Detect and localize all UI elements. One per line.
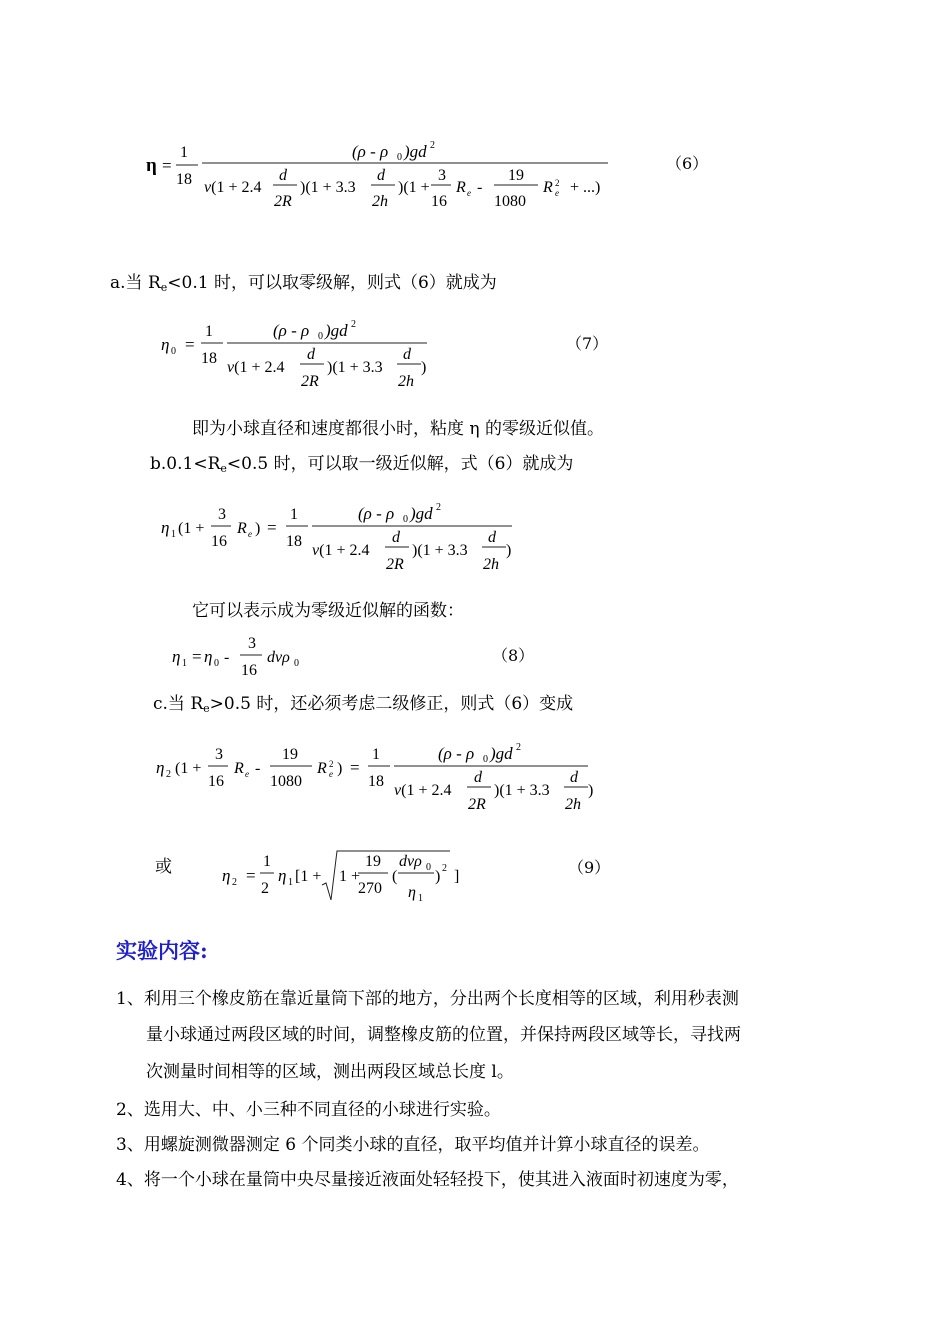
svg-text:]: ] [454, 868, 460, 885]
svg-text:19: 19 [508, 167, 524, 184]
svg-text:): ) [255, 520, 261, 537]
svg-text:dvρ: dvρ [399, 853, 422, 870]
svg-text:18: 18 [286, 533, 302, 550]
svg-text:0: 0 [483, 754, 488, 765]
list-item-1-line-2: 量小球通过两段区域的时间，调整橡皮筋的位置，并保持两段区域等长，寻找两 [146, 1025, 741, 1045]
svg-text:(ρ - ρ: (ρ - ρ [273, 321, 310, 340]
svg-text:dvρ: dvρ [267, 649, 290, 666]
svg-text:)gd: )gd [490, 744, 513, 763]
svg-text:-: - [477, 179, 483, 196]
svg-text:[1 +: [1 + [295, 868, 322, 885]
case-c-text [153, 693, 573, 720]
svg-text:(ρ - ρ: (ρ - ρ [438, 744, 475, 763]
svg-text:2R: 2R [274, 193, 292, 210]
equation-8-number: （8） [492, 646, 535, 665]
svg-text:=: = [192, 647, 202, 666]
svg-text:1: 1 [288, 877, 293, 888]
svg-text:0: 0 [318, 331, 323, 342]
svg-text:R: R [543, 179, 553, 196]
equation-9-number: （9） [568, 858, 611, 877]
svg-text:η: η [204, 647, 213, 666]
svg-text:=: = [185, 335, 195, 354]
svg-text:): ) [421, 359, 427, 376]
svg-text:2R: 2R [386, 556, 404, 573]
svg-text:d: d [488, 529, 496, 546]
svg-text:R: R [237, 520, 247, 537]
svg-text:): ) [506, 542, 512, 559]
equation-7 [155, 312, 455, 392]
svg-text:18: 18 [201, 350, 217, 367]
case-b-suffix: <0.5 时，可以取一级近似解，式（6）就成为 [226, 454, 574, 474]
equation-first-order-graphic [155, 495, 525, 575]
svg-text:(1 +: (1 + [178, 520, 205, 537]
svg-text:d: d [377, 167, 385, 184]
svg-text:d: d [403, 346, 411, 363]
svg-text:1: 1 [180, 144, 188, 161]
svg-text:)(1 + 3.3: )(1 + 3.3 [412, 542, 468, 559]
svg-text:v(1 + 2.4: v(1 + 2.4 [204, 179, 262, 196]
svg-text:R: R [234, 760, 244, 777]
svg-text:19: 19 [282, 746, 298, 763]
svg-text:=: = [350, 758, 360, 777]
svg-text:(ρ - ρ: (ρ - ρ [352, 142, 389, 161]
svg-text:η: η [156, 758, 165, 777]
svg-text:16: 16 [211, 533, 227, 550]
svg-text:e: e [245, 769, 249, 779]
svg-text:3: 3 [248, 635, 256, 652]
svg-text:(1 +: (1 + [175, 760, 202, 777]
case-b-prefix: b.0.1<R [150, 454, 221, 474]
svg-text:19: 19 [365, 853, 381, 870]
list-item-4: 4、将一个小球在量筒中央尽量接近液面处轻轻投下，使其进入液面时初速度为零， [116, 1170, 739, 1190]
svg-text:v(1 + 2.4: v(1 + 2.4 [227, 359, 285, 376]
first-order-note: 它可以表示成为零级近似解的函数： [192, 601, 464, 621]
svg-text:1080: 1080 [494, 193, 526, 210]
equation-8 [168, 632, 348, 682]
case-c-subscript: e [203, 702, 210, 715]
case-a-suffix: <0.1 时，可以取零级解，则式（6）就成为 [167, 273, 497, 293]
svg-text:R: R [317, 760, 327, 777]
svg-text:1: 1 [372, 746, 380, 763]
svg-text:η: η [222, 866, 231, 885]
equation-9-graphic [218, 845, 478, 905]
svg-text:): ) [588, 782, 594, 799]
svg-text:1080: 1080 [270, 773, 302, 790]
svg-text:2: 2 [329, 759, 334, 769]
case-b-text [150, 453, 573, 480]
case-a-text [110, 272, 497, 299]
equation-6-graphic [140, 130, 720, 220]
svg-text:η: η [172, 647, 181, 666]
svg-text:2: 2 [166, 769, 171, 780]
svg-text:R: R [456, 179, 466, 196]
svg-text:d: d [279, 167, 287, 184]
svg-text:d: d [392, 529, 400, 546]
svg-text:1: 1 [182, 658, 187, 669]
svg-text:3: 3 [438, 167, 446, 184]
equation-first-order [155, 495, 525, 575]
svg-text:)(1 + 3.3: )(1 + 3.3 [300, 179, 356, 196]
svg-text:2: 2 [436, 502, 441, 513]
svg-text:)(1 + 3.3: )(1 + 3.3 [327, 359, 383, 376]
svg-text:=: = [246, 866, 256, 885]
svg-text:1: 1 [263, 853, 271, 870]
svg-text:-: - [224, 649, 230, 666]
equation-7-graphic [155, 312, 455, 392]
or-label: 或 [155, 857, 172, 877]
svg-text:2: 2 [351, 319, 356, 330]
equation-8-graphic [168, 632, 348, 682]
svg-text:e: e [329, 769, 333, 779]
svg-text:η: η [161, 518, 170, 537]
svg-text:1: 1 [290, 506, 298, 523]
svg-text:2: 2 [442, 863, 447, 874]
list-item-2: 2、选用大、中、小三种不同直径的小球进行实验。 [116, 1100, 501, 1120]
svg-text:=: = [162, 156, 172, 175]
svg-text:η: η [161, 335, 170, 354]
svg-text:v(1 + 2.4: v(1 + 2.4 [394, 782, 452, 799]
svg-text:16: 16 [431, 193, 447, 210]
svg-text:-: - [255, 760, 261, 777]
svg-text:1: 1 [205, 323, 213, 340]
svg-text:3: 3 [218, 506, 226, 523]
svg-text:2R: 2R [301, 373, 319, 390]
case-c-suffix: >0.5 时，还必须考虑二级修正，则式（6）变成 [209, 694, 574, 714]
svg-text:0: 0 [426, 862, 431, 873]
svg-text:2: 2 [555, 178, 560, 188]
svg-text:e: e [467, 188, 471, 198]
equation-9 [218, 845, 478, 905]
svg-text:16: 16 [241, 662, 257, 679]
svg-text:2h: 2h [398, 373, 414, 390]
svg-text:)gd: )gd [410, 504, 433, 523]
svg-text:d: d [570, 769, 578, 786]
svg-text:2: 2 [516, 742, 521, 753]
case-c-prefix: c.当 R [153, 694, 204, 714]
svg-text:0: 0 [397, 152, 402, 163]
equation-6-number: （6） [666, 154, 709, 173]
svg-text:0: 0 [403, 514, 408, 525]
svg-text:2: 2 [232, 877, 237, 888]
svg-text:1 +: 1 + [339, 868, 361, 885]
section-heading: 实验内容: [116, 938, 208, 963]
svg-text:0: 0 [294, 658, 299, 669]
svg-text:): ) [435, 868, 441, 885]
svg-text:d: d [474, 769, 482, 786]
case-a-prefix: a.当 R [110, 273, 161, 293]
svg-text:d: d [307, 346, 315, 363]
svg-text:η: η [146, 155, 157, 176]
svg-text:2h: 2h [565, 796, 581, 813]
svg-text:)(1 +: )(1 + [398, 179, 430, 196]
svg-text:16: 16 [208, 773, 224, 790]
svg-text:0: 0 [171, 346, 176, 357]
case-a-subscript: e [160, 281, 168, 294]
equation-second-order [150, 733, 600, 818]
svg-text:(ρ - ρ: (ρ - ρ [358, 504, 395, 523]
svg-text:=: = [267, 518, 277, 537]
equation-second-order-graphic [150, 733, 600, 818]
list-item-3: 3、用螺旋测微器测定 6 个同类小球的直径，取平均值并计算小球直径的误差。 [116, 1135, 710, 1155]
svg-text:2: 2 [430, 140, 435, 151]
svg-text:2h: 2h [483, 556, 499, 573]
svg-text:3: 3 [215, 746, 223, 763]
svg-text:18: 18 [368, 773, 384, 790]
svg-text:0: 0 [214, 658, 219, 669]
svg-text:)gd: )gd [404, 142, 427, 161]
equation-6 [140, 130, 720, 220]
svg-text:e: e [555, 188, 559, 198]
case-b-subscript: e [220, 462, 227, 475]
equation-7-number: （7） [566, 334, 609, 353]
svg-text:)(1 + 3.3: )(1 + 3.3 [494, 782, 550, 799]
svg-text:1: 1 [171, 529, 176, 540]
zero-order-note: 即为小球直径和速度都很小时，粘度 η 的零级近似值。 [192, 419, 604, 439]
svg-text:)gd: )gd [325, 321, 348, 340]
svg-text:2: 2 [261, 880, 269, 897]
svg-text:): ) [337, 760, 343, 777]
svg-text:η: η [278, 866, 287, 885]
list-item-1-line-3: 次测量时间相等的区域，测出两段区域总长度 l。 [146, 1062, 514, 1082]
svg-text:270: 270 [358, 880, 382, 897]
svg-text:1: 1 [418, 893, 423, 904]
svg-text:2R: 2R [468, 796, 486, 813]
svg-text:e: e [248, 529, 252, 539]
svg-text:v(1 + 2.4: v(1 + 2.4 [312, 542, 370, 559]
svg-text:(: ( [392, 868, 398, 885]
list-item-1-line-1: 1、利用三个橡皮筋在靠近量筒下部的地方，分出两个长度相等的区域，利用秒表测 [116, 989, 739, 1009]
svg-text:+ ...): + ...) [570, 179, 601, 196]
svg-text:18: 18 [176, 171, 192, 188]
svg-text:η: η [408, 884, 416, 901]
svg-text:2h: 2h [372, 193, 388, 210]
